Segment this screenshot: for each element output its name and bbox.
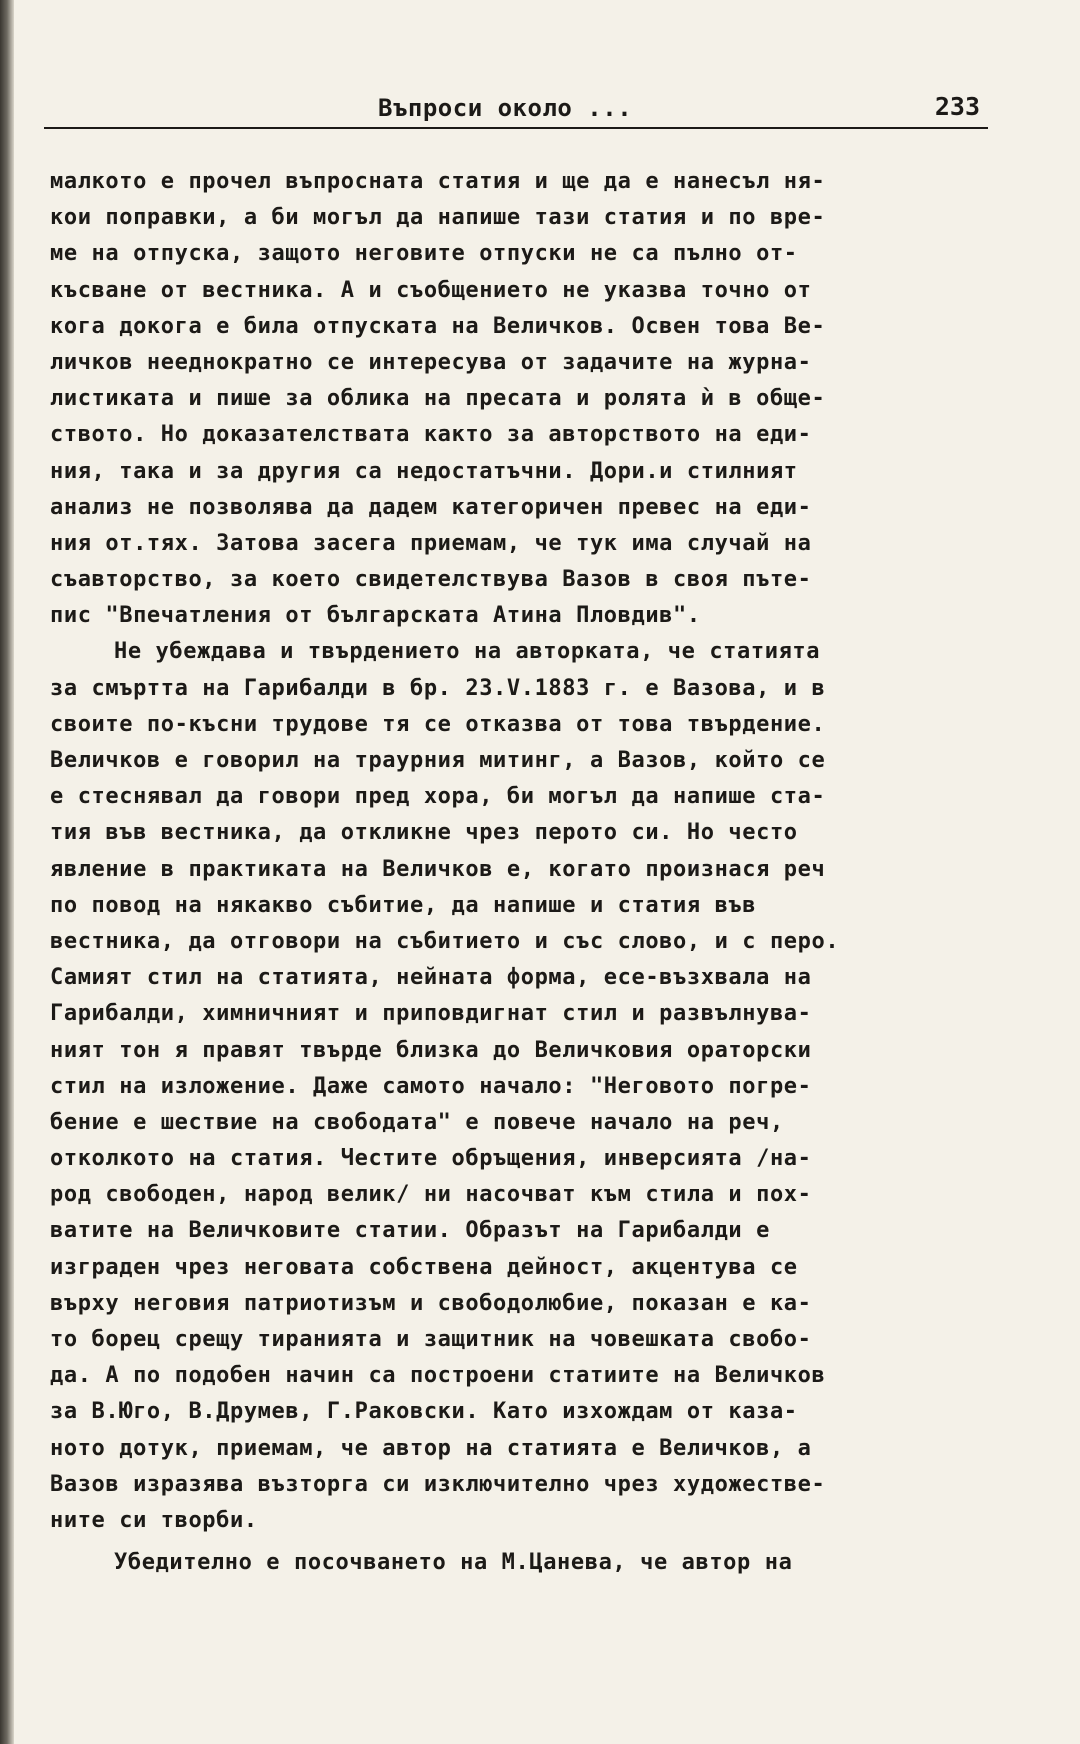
text-line: ния, така и за другия са недостатъчни. Дори.и стилният bbox=[50, 458, 798, 484]
text-line: стил на изложение. Даже самото начало: "Неговото погре- bbox=[50, 1073, 812, 1099]
paragraph-first-line: Не убеждава и твърдението на авторката, че статията bbox=[114, 639, 821, 665]
text-line: ството. Но доказателствата както за авторството на еди- bbox=[50, 422, 812, 448]
text-line: малкото е прочел въпросната статия и ще да е нанесъл ня- bbox=[50, 169, 826, 194]
text-line: бение е шествие на свободата" е повече начало на реч, bbox=[50, 1109, 784, 1135]
text-line: е стеснявал да говори пред хора, би могъл да напише ста- bbox=[50, 784, 826, 810]
paragraph-first-line: Убедително е посочването на М.Цанева, че автор на bbox=[114, 1550, 793, 1576]
text-line: за смъртта на Гарибалди в бр. 23.V.1883 г. е Вазова, и в bbox=[50, 675, 826, 701]
text-line: то борец срещу тиранията и защитник на човешката свобо- bbox=[50, 1327, 812, 1352]
text-line: ното дотук, приемам, че автор на статията е Величков, а bbox=[50, 1435, 812, 1461]
text-line: изграден чрез неговата собствена дейност, акцентува се bbox=[50, 1254, 798, 1280]
text-line: тия във вестника, да откликне чрез перото си. Но често bbox=[50, 820, 798, 846]
text-line: ме на отпуска, защото неговите отпуски не са пълно от- bbox=[50, 241, 798, 267]
text-line: явление в практиката на Величков е, когато произнася реч bbox=[50, 856, 826, 882]
text-line: ните си творби. bbox=[50, 1507, 258, 1533]
text-line: отколкото на статия. Честите обръщения, инверсията /на- bbox=[50, 1146, 812, 1172]
text-line: кои поправки, а би могъл да напише тази статия и по вре- bbox=[50, 205, 826, 231]
text-line: Гарибалди, химничният и приповдигнат стил и развълнува- bbox=[50, 1001, 812, 1027]
body-text bbox=[50, 164, 998, 1581]
text-line: личков нееднократно се интересува от задачите на журна- bbox=[50, 349, 812, 375]
text-line: върху неговия патриотизъм и свободолюбие, показан е ка- bbox=[50, 1290, 812, 1316]
running-header bbox=[44, 92, 988, 132]
text-line: своите по-късни трудове тя се отказва от това твърдение. bbox=[50, 711, 826, 737]
text-line: листиката и пише за облика на пресата и ролята ѝ в обще- bbox=[50, 386, 826, 412]
text-line: анализ не позволява да дадем категоричен превес на еди- bbox=[50, 494, 812, 520]
text-line: за В.Юго, В.Друмев, Г.Раковски. Като изхождам от каза- bbox=[50, 1399, 798, 1425]
binding-edge bbox=[0, 0, 14, 1744]
header-rule bbox=[44, 127, 988, 129]
running-title: Въпроси около ... bbox=[378, 94, 633, 122]
text-line: кога докога е била отпуската на Величков. Освен това Ве- bbox=[50, 313, 826, 339]
page-number: 233 bbox=[934, 92, 980, 121]
text-line: по повод на някакво събитие, да напише и статия във bbox=[50, 892, 757, 918]
text-line: ният тон я правят твърде близка до Величковия ораторски bbox=[50, 1037, 812, 1063]
text-line: ния от.тях. Затова засега приемам, че тук има случай на bbox=[50, 530, 812, 556]
text-line: вестника, да отговори на събитието и със слово, и с перо. bbox=[50, 928, 840, 954]
text-line: Величков е говорил на траурния митинг, а Вазов, който се bbox=[50, 748, 826, 773]
text-line: да. А по подобен начин са построени статиите на Величков bbox=[50, 1363, 826, 1389]
text-line: пис "Впечатления от българската Атина Пловдив". bbox=[50, 603, 701, 629]
text-line: ватите на Величковите статии. Образът на Гарибалди е bbox=[50, 1218, 770, 1244]
text-line: Самият стил на статията, нейната форма, есе-възхвала на bbox=[50, 965, 812, 991]
text-line: късване от вестника. А и съобщението не указва точно от bbox=[50, 277, 812, 303]
text-line: род свободен, народ велик/ ни насочват към стила и пох- bbox=[50, 1182, 812, 1208]
text-line: съавторство, за което свидетелствува Вазов в своя пъте- bbox=[50, 567, 812, 593]
text-line: Вазов изразява възторга си изключително чрез художестве- bbox=[50, 1471, 826, 1497]
